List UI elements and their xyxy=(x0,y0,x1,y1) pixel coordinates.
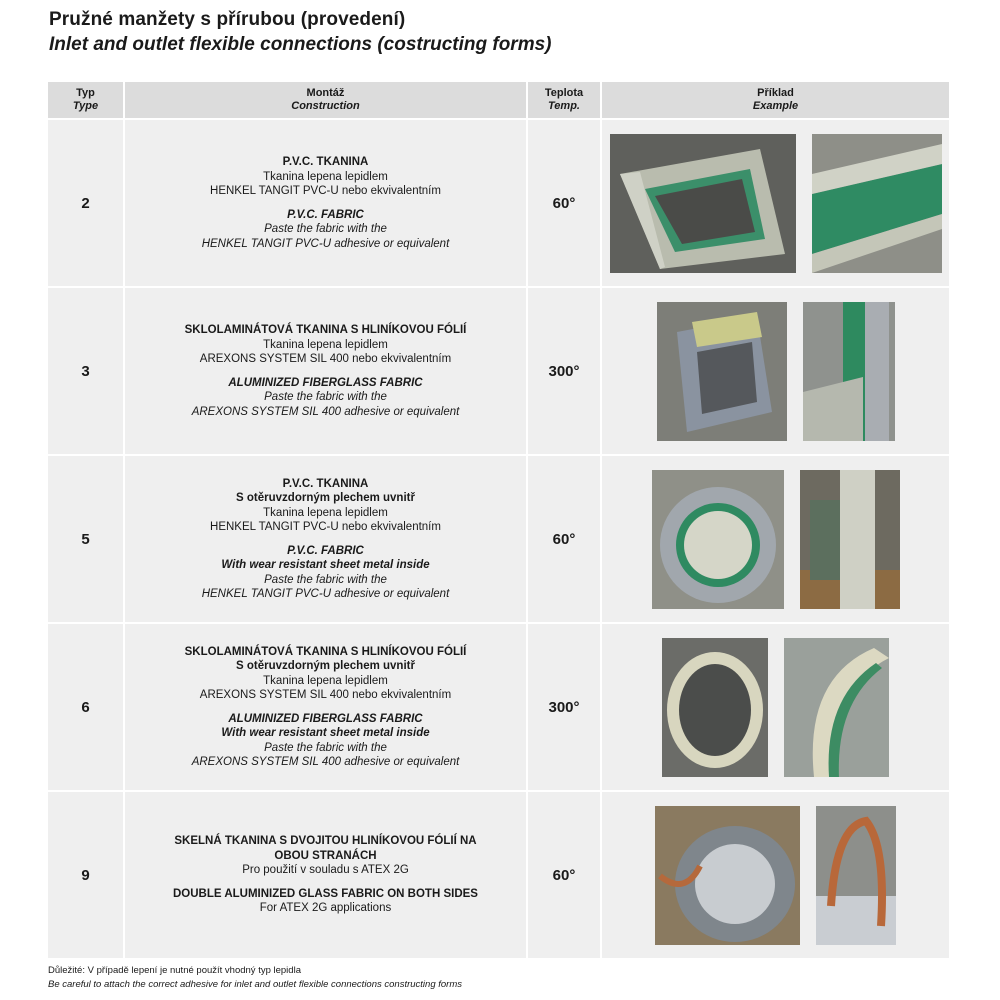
square-duct-connector-photo xyxy=(657,302,787,441)
row-construction xyxy=(125,792,526,958)
vertical-duct-photo xyxy=(800,470,900,609)
header-type-cz: Typ xyxy=(76,87,95,99)
header-example-cz: Příklad xyxy=(757,87,794,99)
header-construction-cz: Montáž xyxy=(306,87,345,99)
table-row xyxy=(48,120,949,286)
table-row xyxy=(48,624,949,790)
row-type: 3 xyxy=(48,288,123,454)
line-subheading-cz: S otěruvzdorným plechem uvnitř xyxy=(236,660,415,672)
row-temp: 300° xyxy=(528,624,600,790)
row-examples xyxy=(602,288,949,454)
row-temp: 60° xyxy=(528,792,600,958)
header-example xyxy=(602,82,949,118)
grounding-braid-photo xyxy=(816,806,896,945)
line-text: Tkanina lepena lepidlem xyxy=(263,338,388,351)
corner-detail-photo xyxy=(803,302,895,441)
table-row xyxy=(48,456,949,622)
curved-flange-detail-photo xyxy=(784,638,889,777)
line-heading-en: DOUBLE ALUMINIZED GLASS FABRIC ON BOTH SIDES xyxy=(173,887,478,900)
line-text: AREXONS SYSTEM SIL 400 nebo ekvivalentním xyxy=(199,689,452,701)
header-example-en: Example xyxy=(752,100,799,112)
line-heading-en: P.V.C. FABRIC xyxy=(287,208,364,221)
round-flange-cream-photo xyxy=(662,638,768,777)
line-heading-cz-cont: OBOU STRANÁCH xyxy=(274,849,377,862)
table-row xyxy=(48,792,949,958)
line-heading-cz: SKLOLAMINÁTOVÁ TKANINA S HLINÍKOVOU FÓLIÍ xyxy=(184,645,467,658)
header-type xyxy=(48,82,123,118)
line-text-en: Paste the fabric with the xyxy=(264,223,387,235)
line-heading-en: ALUMINIZED FIBERGLASS FABRIC xyxy=(228,712,423,725)
page-title: Pružné manžety s přírubou (provedení) xyxy=(49,9,406,30)
line-text: Tkanina lepena lepidlem xyxy=(263,170,388,183)
row-type: 6 xyxy=(48,624,123,790)
line-heading-en: P.V.C. FABRIC xyxy=(287,544,364,557)
row-type: 2 xyxy=(48,120,123,286)
line-text-en: HENKEL TANGIT PVC-U adhesive or equivalent xyxy=(201,588,450,600)
row-construction xyxy=(125,456,526,622)
row-examples xyxy=(602,792,949,958)
green-fabric-strip-photo xyxy=(812,134,942,273)
line-text: HENKEL TANGIT PVC-U nebo ekvivalentním xyxy=(210,521,441,533)
line-text: HENKEL TANGIT PVC-U nebo ekvivalentním xyxy=(210,185,441,197)
row-examples xyxy=(602,120,949,286)
line-text: Tkanina lepena lepidlem xyxy=(263,506,388,519)
line-heading-cz: SKELNÁ TKANINA S DVOJITOU HLINÍKOVOU FÓLIÍ NA xyxy=(174,835,477,848)
table-header xyxy=(48,82,949,118)
line-text-en: Paste the fabric with the xyxy=(264,573,387,586)
footer-note-en: Be careful to attach the correct adhesive for inlet and outlet flexible connections constructing forms xyxy=(48,979,463,990)
footer-note-cz: Důležité: V případě lepení je nutné použít vhodný typ lepidla xyxy=(48,965,301,976)
line-text-en: Paste the fabric with the xyxy=(264,741,387,754)
header-temp-en: Temp. xyxy=(548,100,580,112)
line-text: Pro použití v souladu s ATEX 2G xyxy=(242,864,409,877)
header-construction xyxy=(125,82,526,118)
line-text: Tkanina lepena lepidlem xyxy=(263,674,388,687)
line-text-en: AREXONS SYSTEM SIL 400 adhesive or equivalent xyxy=(191,756,460,768)
row-temp: 300° xyxy=(528,288,600,454)
row-examples xyxy=(602,624,949,790)
header-type-en: Type xyxy=(72,100,99,112)
row-construction xyxy=(125,288,526,454)
line-subheading-cz: S otěruvzdorným plechem uvnitř xyxy=(236,492,415,504)
row-examples xyxy=(602,456,949,622)
spec-table xyxy=(48,82,949,958)
rectangular-flange-frame-photo xyxy=(610,134,796,273)
row-type: 5 xyxy=(48,456,123,622)
line-heading-cz: SKLOLAMINÁTOVÁ TKANINA S HLINÍKOVOU FÓLIÍ xyxy=(184,324,467,336)
row-construction xyxy=(125,624,526,790)
header-construction-en: Construction xyxy=(291,100,360,112)
round-flange-green-photo xyxy=(652,470,784,609)
page-subtitle: Inlet and outlet flexible connections (costructing forms) xyxy=(49,34,552,55)
row-construction xyxy=(125,120,526,286)
row-temp: 60° xyxy=(528,120,600,286)
line-text-en: HENKEL TANGIT PVC-U adhesive or equivalent xyxy=(201,237,450,250)
line-text-en: Paste the fabric with the xyxy=(264,391,387,403)
line-heading-cz: P.V.C. TKANINA xyxy=(282,156,369,168)
line-subheading-en: With wear resistant sheet metal inside xyxy=(221,559,430,571)
table-row xyxy=(48,288,949,454)
header-temp-cz: Teplota xyxy=(544,87,584,99)
round-atex-connector-photo xyxy=(655,806,800,945)
line-text-en: For ATEX 2G applications xyxy=(259,902,392,915)
line-text: AREXONS SYSTEM SIL 400 nebo ekvivalentním xyxy=(199,353,452,365)
line-text-en: AREXONS SYSTEM SIL 400 adhesive or equivalent xyxy=(191,405,460,418)
row-temp: 60° xyxy=(528,456,600,622)
header-temp xyxy=(528,82,600,118)
line-heading-cz: P.V.C. TKANINA xyxy=(282,477,369,490)
row-type: 9 xyxy=(48,792,123,958)
line-subheading-en: With wear resistant sheet metal inside xyxy=(221,727,430,739)
line-heading-en: ALUMINIZED FIBERGLASS FABRIC xyxy=(228,376,423,389)
